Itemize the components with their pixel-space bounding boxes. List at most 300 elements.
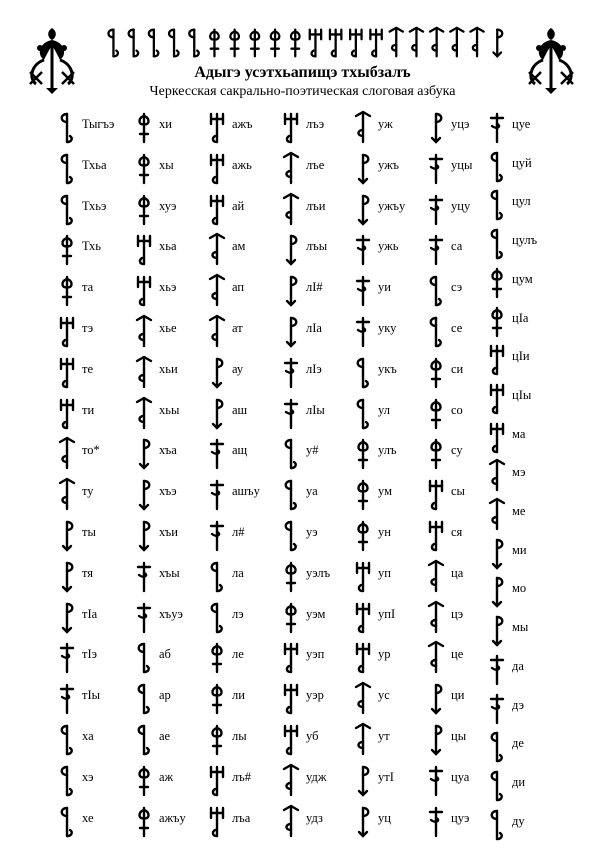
syllable-entry xyxy=(56,598,130,638)
banner-glyph xyxy=(370,30,381,57)
syllable-label: хэ xyxy=(82,769,94,784)
syllable-entry xyxy=(133,434,207,474)
syllable-entry xyxy=(352,312,426,352)
syllable-glyph xyxy=(56,761,78,799)
syllable-label: цуа xyxy=(451,769,470,784)
syllable-glyph xyxy=(352,149,374,187)
syllable-label: ужъ xyxy=(378,157,400,172)
syllable-glyph xyxy=(206,434,228,472)
syllable-entry xyxy=(486,611,560,651)
syllable-glyph xyxy=(425,108,447,146)
syllable-glyph xyxy=(56,720,78,758)
syllable-label: уи xyxy=(378,280,391,295)
syllable-entry xyxy=(56,720,130,760)
banner-glyph xyxy=(210,30,219,57)
syllable-label: уку xyxy=(378,321,397,335)
syllable-label: ту xyxy=(82,484,94,499)
syllable-label: цум xyxy=(512,271,533,286)
syllable-entry xyxy=(352,516,426,556)
syllable-entry xyxy=(206,516,280,556)
syllable-glyph xyxy=(133,108,155,146)
syllable-entry xyxy=(486,108,560,148)
banner-glyph xyxy=(271,30,280,57)
syllable-label: тя xyxy=(82,565,94,580)
syllable-entry xyxy=(280,271,354,311)
syllable-glyph xyxy=(352,271,374,309)
banner-glyph xyxy=(169,30,178,57)
syllable-entry xyxy=(133,720,207,760)
syllable-entry xyxy=(280,434,354,474)
syllable-glyph xyxy=(133,271,155,309)
syllable-label: уцэ xyxy=(451,117,470,131)
syllable-entry xyxy=(56,434,130,474)
syllable-glyph xyxy=(280,516,302,554)
syllable-label: те xyxy=(82,361,94,376)
syllable-glyph xyxy=(206,679,228,717)
syllable-glyph xyxy=(56,230,78,268)
syllable-entry xyxy=(352,761,426,801)
syllable-label: удз xyxy=(306,810,323,825)
syllable-entry xyxy=(206,312,280,352)
syllable-label: утI xyxy=(378,769,394,784)
syllable-glyph xyxy=(425,271,447,309)
syllable-entry xyxy=(486,650,560,690)
syllable-glyph xyxy=(352,230,374,268)
syllable-entry xyxy=(206,230,280,270)
syllable-label: ажь xyxy=(232,157,252,172)
syllable-label: ти xyxy=(82,402,95,417)
syllable-glyph xyxy=(206,720,228,758)
syllable-label: хи xyxy=(159,117,172,131)
syllable-glyph xyxy=(56,679,78,717)
syllable-entry xyxy=(280,679,354,719)
syllable-entry xyxy=(352,557,426,597)
syllable-glyph xyxy=(56,271,78,309)
syllable-glyph xyxy=(425,516,447,554)
syllable-glyph xyxy=(425,394,447,432)
banner-glyph xyxy=(493,30,502,57)
syllable-label: хъа xyxy=(159,443,177,458)
syllable-glyph xyxy=(206,475,228,513)
syllable-entry xyxy=(206,190,280,230)
syllable-glyph xyxy=(352,353,374,391)
syllable-entry xyxy=(206,679,280,719)
syllable-label: Тыгъэ xyxy=(82,117,115,131)
syllable-label: хуэ xyxy=(159,198,177,213)
banner-glyph xyxy=(470,28,483,57)
syllable-entry xyxy=(280,557,354,597)
syllable-entry xyxy=(56,271,130,311)
syllable-label: улъ xyxy=(378,443,397,458)
syllable-glyph xyxy=(133,149,155,187)
syllable-entry xyxy=(56,230,130,270)
syllabary-grid xyxy=(56,108,576,843)
syllable-entry xyxy=(206,108,280,148)
syllable-entry xyxy=(206,149,280,189)
syllable-label: лъы xyxy=(306,239,328,254)
syllable-label: укъ xyxy=(378,361,397,376)
syllable-label: ты xyxy=(82,525,96,539)
syllable-label: ажъ xyxy=(232,117,253,131)
syllable-glyph xyxy=(486,302,508,340)
syllable-label: цIа xyxy=(512,310,529,325)
syllable-entry xyxy=(486,727,560,767)
syllable-label: аш xyxy=(232,402,248,417)
syllable-glyph xyxy=(425,312,447,350)
syllable-entry xyxy=(206,761,280,801)
syllable-glyph xyxy=(280,190,302,228)
syllable-label: уэ xyxy=(306,525,318,539)
syllable-glyph xyxy=(133,475,155,513)
syllable-entry xyxy=(486,689,560,729)
syllable-glyph xyxy=(206,108,228,146)
syllable-glyph xyxy=(486,340,508,378)
syllable-label: уэр xyxy=(306,688,324,703)
syllable-entry xyxy=(133,149,207,189)
syllable-label: ай xyxy=(232,198,245,213)
syllable-glyph xyxy=(352,108,374,146)
banner-glyph xyxy=(390,28,403,57)
syllable-label: ум xyxy=(378,484,392,499)
syllable-glyph xyxy=(425,434,447,472)
syllable-label: цулъ xyxy=(512,233,538,248)
syllable-glyph xyxy=(206,802,228,840)
syllable-glyph xyxy=(206,149,228,187)
syllable-entry xyxy=(133,353,207,393)
syllable-entry xyxy=(486,224,560,264)
syllable-label: ажъу xyxy=(159,810,186,825)
syllable-entry xyxy=(280,108,354,148)
syllable-glyph xyxy=(486,766,508,804)
syllable-glyph xyxy=(352,190,374,228)
syllable-entry xyxy=(56,190,130,230)
syllable-glyph xyxy=(486,263,508,301)
syllable-label: упI xyxy=(378,606,396,621)
syllable-glyph xyxy=(280,802,302,840)
syllable-glyph xyxy=(280,638,302,676)
syllable-glyph xyxy=(486,418,508,456)
syllable-label: хъуэ xyxy=(159,606,183,621)
syllable-glyph xyxy=(486,572,508,610)
syllable-label: Тхьэ xyxy=(82,198,107,213)
syllable-label: ау xyxy=(232,361,244,376)
syllable-label: цуэ xyxy=(451,810,470,825)
syllable-entry xyxy=(486,302,560,342)
syllable-glyph xyxy=(56,516,78,554)
syllable-label: лъэ xyxy=(306,117,325,131)
syllable-label: ма xyxy=(512,426,526,441)
syllable-label: та xyxy=(82,280,94,295)
syllable-glyph xyxy=(133,679,155,717)
syllable-entry xyxy=(352,230,426,270)
syllable-label: лIэ xyxy=(306,361,322,376)
syllable-label: хъи xyxy=(159,525,178,539)
syllable-label: ул xyxy=(378,402,390,417)
syllable-label: си xyxy=(451,361,464,376)
syllable-label: уэп xyxy=(306,647,325,662)
syllable-label: ли xyxy=(232,688,245,703)
syllable-entry xyxy=(56,312,130,352)
syllable-entry xyxy=(133,638,207,678)
banner-glyph xyxy=(108,30,117,57)
syllable-glyph xyxy=(133,557,155,595)
syllable-entry xyxy=(352,108,426,148)
syllable-label: ду xyxy=(512,813,525,828)
syllable-label: хьэ xyxy=(159,280,177,295)
syllable-glyph xyxy=(206,516,228,554)
syllable-glyph xyxy=(280,230,302,268)
syllable-entry xyxy=(133,516,207,556)
syllable-label: цIы xyxy=(512,387,532,402)
syllable-entry xyxy=(486,147,560,187)
syllable-label: ун xyxy=(378,525,391,539)
syllable-glyph xyxy=(133,312,155,350)
syllable-glyph xyxy=(352,475,374,513)
syllable-entry xyxy=(352,271,426,311)
syllable-label: ут xyxy=(378,729,390,743)
syllable-entry xyxy=(486,340,560,380)
syllable-glyph xyxy=(206,638,228,676)
syllable-glyph xyxy=(486,108,508,146)
syllable-label: хы xyxy=(159,157,174,172)
syllable-label: ае xyxy=(159,729,171,743)
syllable-label: да xyxy=(512,658,524,673)
syllable-entry xyxy=(56,149,130,189)
syllable-glyph xyxy=(56,475,78,513)
syllable-glyph xyxy=(280,761,302,799)
syllable-glyph xyxy=(206,312,228,350)
syllable-glyph xyxy=(352,638,374,676)
syllable-entry xyxy=(56,557,130,597)
syllable-glyph xyxy=(486,727,508,765)
syllable-glyph xyxy=(425,720,447,758)
syllable-entry xyxy=(133,557,207,597)
syllable-glyph xyxy=(425,679,447,717)
syllable-label: лы xyxy=(232,729,247,743)
syllable-label: ме xyxy=(512,504,526,518)
script-banner-graphic xyxy=(95,22,510,62)
syllable-label: уа xyxy=(306,484,318,499)
syllable-entry xyxy=(280,312,354,352)
banner-glyph xyxy=(330,30,341,57)
syllable-label: мы xyxy=(512,620,529,635)
syllable-entry xyxy=(352,353,426,393)
syllable-glyph xyxy=(352,434,374,472)
syllable-glyph xyxy=(206,190,228,228)
syllable-entry xyxy=(206,802,280,842)
syllable-glyph xyxy=(352,394,374,432)
syllable-label: уэлъ xyxy=(306,565,331,580)
banner-glyph xyxy=(129,30,138,57)
syllable-entry xyxy=(486,379,560,419)
syllable-label: цул xyxy=(512,194,531,209)
syllable-label: ла xyxy=(232,565,244,580)
syllable-label: Тхьа xyxy=(82,157,107,172)
syllable-label: со xyxy=(451,402,463,417)
syllable-label: лI# xyxy=(306,280,323,295)
syllable-label: хьа xyxy=(159,239,177,254)
syllable-label: ур xyxy=(378,647,391,662)
syllable-glyph xyxy=(206,598,228,636)
syllable-glyph xyxy=(56,190,78,228)
syllable-label: хе xyxy=(82,810,94,825)
syllable-label: лIы xyxy=(306,402,325,417)
banner-glyph xyxy=(230,30,239,57)
syllable-label: ми xyxy=(512,542,527,557)
syllable-glyph xyxy=(280,679,302,717)
syllable-glyph xyxy=(280,108,302,146)
syllable-glyph xyxy=(352,802,374,840)
syllable-glyph xyxy=(280,720,302,758)
syllable-entry xyxy=(486,418,560,458)
syllable-label: ар xyxy=(159,688,171,703)
syllable-label: уцу xyxy=(451,198,471,213)
syllable-entry xyxy=(206,353,280,393)
syllable-glyph xyxy=(280,149,302,187)
syllable-glyph xyxy=(280,312,302,350)
banner-glyph xyxy=(291,30,300,57)
syllable-label: цуй xyxy=(512,155,532,170)
page-subtitle: Черкесская сакрально-поэтическая слоговая азбука xyxy=(149,84,456,99)
syllable-label: аб xyxy=(159,647,171,662)
syllable-entry xyxy=(133,190,207,230)
banner-glyph xyxy=(410,28,423,57)
syllable-label: ап xyxy=(232,280,245,295)
syllable-label: лъи xyxy=(306,198,326,213)
syllable-label: мэ xyxy=(512,465,526,480)
syllable-entry xyxy=(352,149,426,189)
syllable-label: де xyxy=(512,736,524,751)
syllable-glyph xyxy=(133,190,155,228)
syllable-entry xyxy=(56,108,130,148)
syllable-glyph xyxy=(486,650,508,688)
syllable-entry xyxy=(280,802,354,842)
syllable-glyph xyxy=(280,434,302,472)
syllable-entry xyxy=(206,598,280,638)
syllable-entry xyxy=(280,761,354,801)
syllable-entry xyxy=(206,557,280,597)
syllable-glyph xyxy=(425,190,447,228)
syllable-label: лэ xyxy=(232,606,244,621)
syllable-label: мо xyxy=(512,581,527,596)
syllable-entry xyxy=(56,353,130,393)
syllable-label: ужь xyxy=(378,239,399,254)
syllable-label: са xyxy=(451,239,463,254)
syllable-label: ци xyxy=(451,688,465,703)
syllable-label: сы xyxy=(451,484,465,499)
syllable-glyph xyxy=(486,379,508,417)
syllable-entry xyxy=(280,230,354,270)
syllable-label: сэ xyxy=(451,280,463,295)
syllable-glyph xyxy=(425,475,447,513)
syllable-glyph xyxy=(486,534,508,572)
syllable-glyph xyxy=(206,761,228,799)
syllable-label: уж xyxy=(378,117,393,131)
syllable-entry xyxy=(486,495,560,535)
syllable-entry xyxy=(133,271,207,311)
syllable-label: уц xyxy=(378,810,391,825)
syllable-label: ле xyxy=(232,647,244,662)
syllable-glyph xyxy=(280,271,302,309)
syllable-entry xyxy=(280,190,354,230)
syllable-entry xyxy=(56,638,130,678)
syllable-glyph xyxy=(280,394,302,432)
syllable-label: уп xyxy=(378,565,391,580)
syllable-label: дэ xyxy=(512,697,525,712)
syllable-glyph xyxy=(56,394,78,432)
syllable-label: лIа xyxy=(306,321,322,335)
syllable-label: у# xyxy=(306,443,319,458)
syllable-glyph xyxy=(352,312,374,350)
syllable-glyph xyxy=(486,224,508,262)
syllable-entry xyxy=(352,190,426,230)
syllable-glyph xyxy=(352,679,374,717)
syllable-label: то* xyxy=(82,443,100,458)
syllable-glyph xyxy=(352,720,374,758)
syllable-glyph xyxy=(425,761,447,799)
syllable-entry xyxy=(206,271,280,311)
syllable-glyph xyxy=(425,230,447,268)
syllable-entry xyxy=(280,353,354,393)
syllable-glyph xyxy=(133,353,155,391)
syllable-entry xyxy=(56,761,130,801)
syllable-entry xyxy=(206,475,280,515)
syllable-label: Тхь xyxy=(82,239,101,254)
syllable-label: лъе xyxy=(306,157,325,172)
syllable-entry xyxy=(280,149,354,189)
syllable-label: ащ xyxy=(232,443,248,458)
syllable-glyph xyxy=(56,638,78,676)
banner-glyph xyxy=(149,30,158,57)
syllable-label: тIэ xyxy=(82,647,97,662)
syllable-glyph xyxy=(486,805,508,843)
banner-glyph xyxy=(251,30,260,57)
syllable-entry xyxy=(133,475,207,515)
syllable-glyph xyxy=(133,230,155,268)
syllable-glyph xyxy=(425,802,447,840)
syllable-entry xyxy=(56,516,130,556)
syllable-entry xyxy=(280,598,354,638)
syllable-entry xyxy=(56,475,130,515)
syllable-entry xyxy=(486,456,560,496)
syllable-entry xyxy=(133,312,207,352)
syllable-glyph xyxy=(280,353,302,391)
syllable-label: ам xyxy=(232,239,246,254)
syllable-label: уб xyxy=(306,729,319,743)
banner-glyph xyxy=(189,30,198,57)
syllable-entry xyxy=(352,802,426,842)
syllable-label: хъы xyxy=(159,565,180,580)
syllable-label: аж xyxy=(159,769,174,784)
page-header xyxy=(0,0,605,105)
syllable-entry xyxy=(280,475,354,515)
syllable-glyph xyxy=(206,230,228,268)
syllable-glyph xyxy=(133,394,155,432)
syllable-entry xyxy=(486,534,560,574)
syllable-label: се xyxy=(451,321,463,335)
syllable-label: лъа xyxy=(232,810,251,825)
syllable-entry xyxy=(133,761,207,801)
syllable-glyph xyxy=(206,394,228,432)
syllable-entry xyxy=(280,638,354,678)
syllable-label: л# xyxy=(232,525,245,539)
syllable-entry xyxy=(133,598,207,638)
syllable-label: уэм xyxy=(306,606,326,621)
syllable-glyph xyxy=(56,434,78,472)
syllable-glyph xyxy=(133,516,155,554)
syllable-glyph xyxy=(206,353,228,391)
syllable-entry xyxy=(486,185,560,225)
